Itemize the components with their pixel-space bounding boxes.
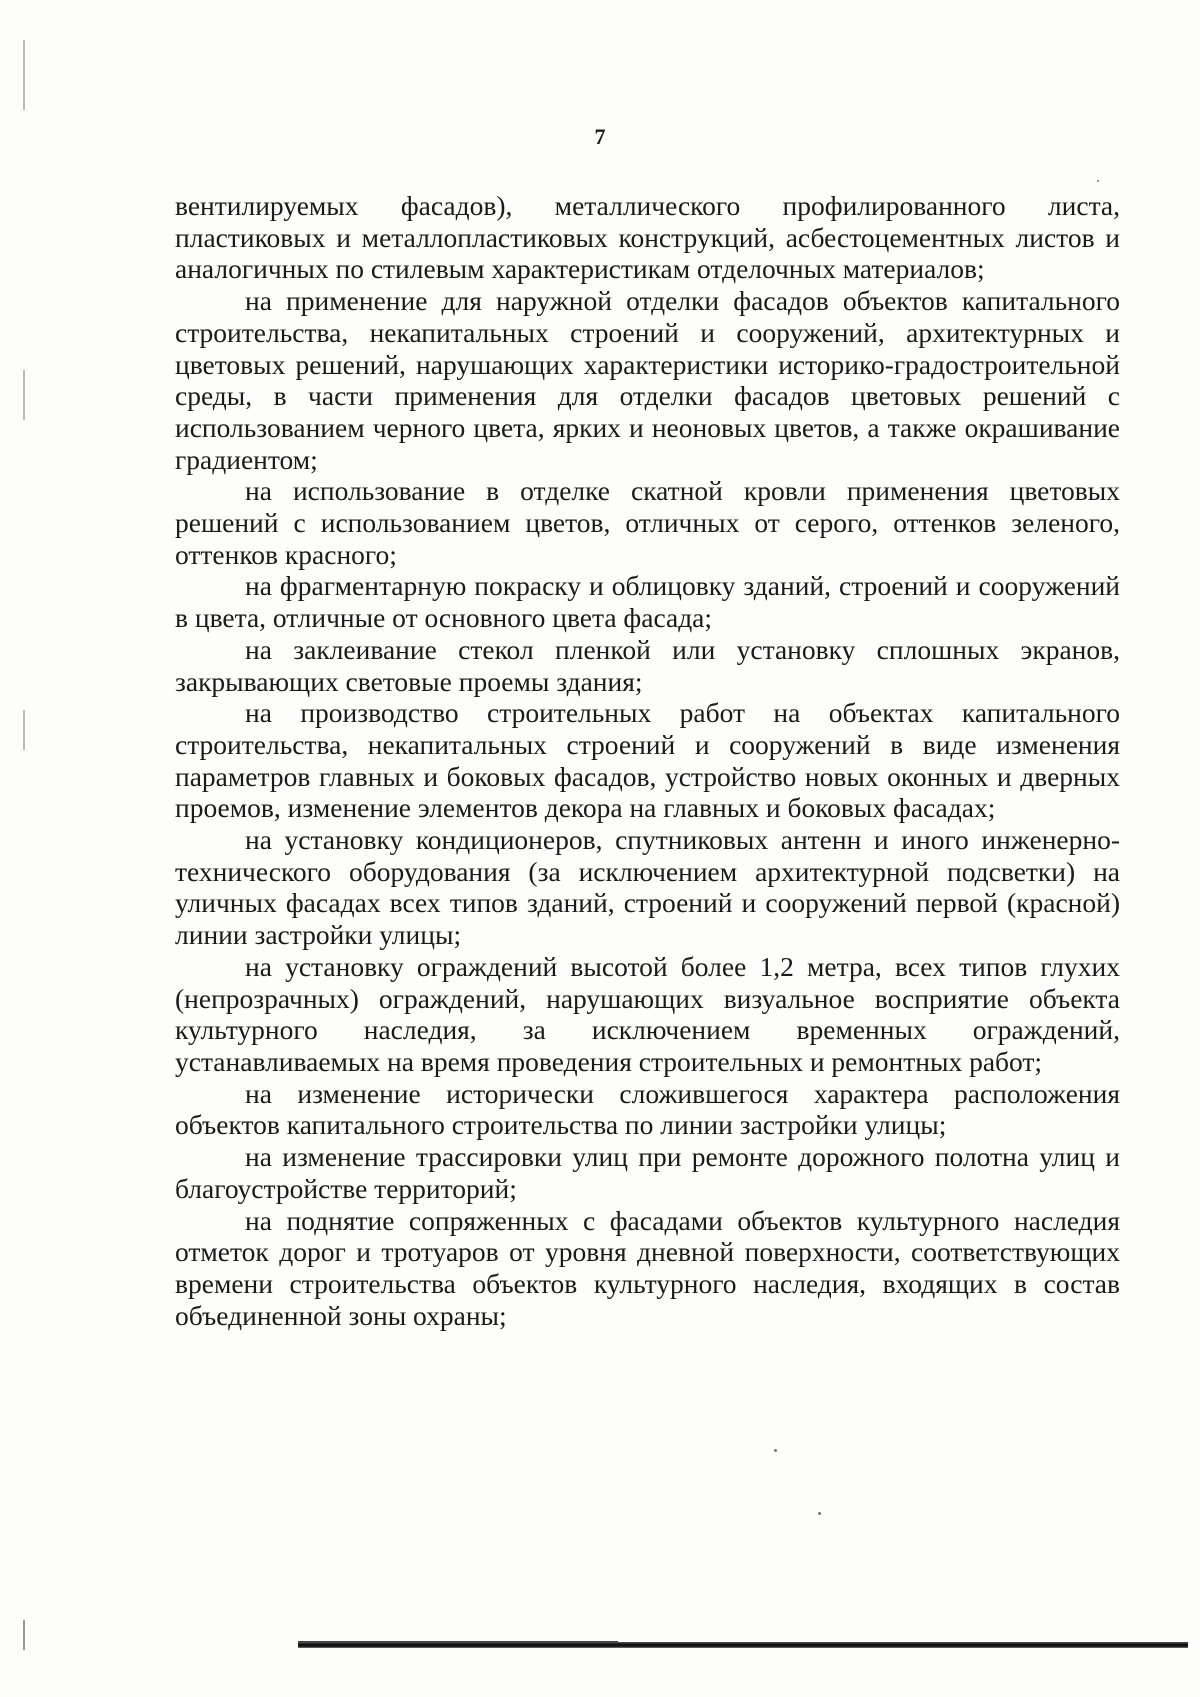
paragraph: на заклеивание стекол пленкой или установку сплошных экранов, закрывающих световые проемы здания;: [175, 633, 1120, 697]
paragraph: на изменение трассировки улиц при ремонте дорожного полотна улиц и благоустройстве территорий;: [175, 1141, 1120, 1204]
paragraph: на установку ограждений высотой более 1,2 метра, всех типов глухих (непрозрачных) ограждений, нарушающих визуальное восприятие объекта культурного наследия, за исключением временных ограждений, устанавливаемых на время проведения строительных и ремонтных работ;: [175, 950, 1120, 1077]
document-body: [175, 190, 1120, 1331]
scan-speck: [1097, 180, 1099, 182]
paragraph: на изменение исторически сложившегося характера расположения объектов капитального строительства по линии застройки улицы;: [175, 1077, 1120, 1141]
scan-margin-mark: [23, 1620, 25, 1650]
paragraph: на производство строительных работ на объектах капитального строительства, некапитальных строений и сооружений в виде изменения параметров главных и боковых фасадов, устройство новых оконных и дверных проемов, изменение элементов декора на главных и боковых фасадах;: [175, 697, 1120, 824]
scan-speck: [818, 1512, 821, 1515]
paragraph: на фрагментарную покраску и облицовку зданий, строений и сооружений в цвета, отличные от основного цвета фасада;: [175, 570, 1120, 634]
paragraph: на установку кондиционеров, спутниковых антенн и иного инженерно-технического оборудования (за исключением архитектурной подсветки) на уличных фасадах всех типов зданий, строений и сооружений первой (красной) линии застройки улицы;: [175, 824, 1120, 951]
scan-margin-mark: [23, 370, 25, 420]
paragraph: вентилируемых фасадов), металлического профилированного листа, пластиковых и металлопластиковых конструкций, асбестоцементных листов и аналогичных по стилевым характеристикам отделочных материалов;: [175, 190, 1120, 285]
scan-margin-mark: [23, 710, 25, 750]
page-number: 7: [594, 124, 606, 149]
paragraph: на использование в отделке скатной кровли применения цветовых решений с использованием цветов, отличных от серого, оттенков зеленого, оттенков красного;: [175, 475, 1120, 570]
scan-speck: [774, 1449, 777, 1452]
paragraph: на применение для наружной отделки фасадов объектов капитального строительства, некапитальных строений и сооружений, архитектурных и цветовых решений, нарушающих характеристики историко-градостроительной среды, в части применения для отделки фасадов цветовых решений с использованием черного цвета, ярких и неоновых цветов, а также окрашивание градиентом;: [175, 285, 1120, 475]
paragraph: на поднятие сопряженных с фасадами объектов культурного наследия отметок дорог и тротуаров от уровня дневной поверхности, соответствующих времени строительства объектов культурного наследия, входящих в состав объединенной зоны охраны;: [175, 1204, 1120, 1331]
scan-margin-mark: [23, 40, 25, 110]
bottom-rule: [298, 1642, 1188, 1648]
